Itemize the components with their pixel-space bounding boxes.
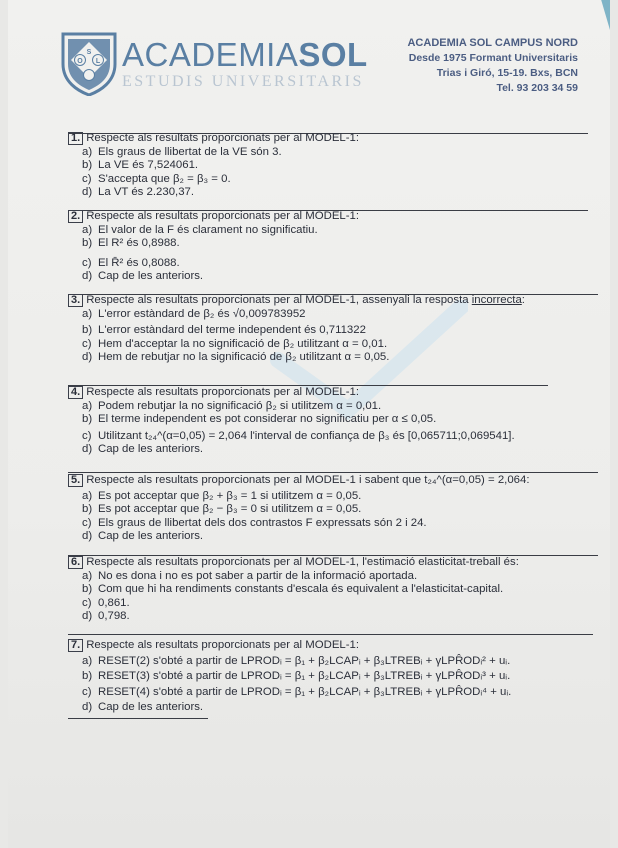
question-6 bbox=[68, 556, 598, 624]
option-a: a) Podem rebutjar la no significació β₂ si utilitzem α = 0,01. bbox=[82, 399, 382, 412]
brand-name: ACADEMIASOL bbox=[122, 36, 368, 73]
question-number: 7. bbox=[68, 639, 83, 652]
divider bbox=[68, 634, 593, 635]
option-b: b) Es pot acceptar que β₂ − β₃ = 0 si utilitzem α = 0,05. bbox=[82, 503, 362, 516]
question-1 bbox=[68, 132, 598, 200]
option-c: c) El R̄² és 0,8088. bbox=[82, 256, 180, 269]
option-b: b) Com que hi ha rendiments constants d'escala és equivalent a l'elasticitat-capital. bbox=[82, 583, 504, 596]
campus-info bbox=[407, 36, 578, 96]
question-text: Respecte als resultats proporcionats per al MODEL-1: bbox=[86, 132, 360, 144]
question-7 bbox=[68, 638, 598, 716]
option-a: a) RESET(2) s'obté a partir de LPRODᵢ = β₁ + β₂LCAPᵢ + β₃LTREBᵢ + γLPR̂ODᵢ² + uᵢ. bbox=[82, 654, 511, 667]
campus-title: ACADEMIA SOL CAMPUS NORD bbox=[407, 37, 578, 49]
option-c: c) RESET(4) s'obté a partir de LPRODᵢ = β₁ + β₂LCAPᵢ + β₃LTREBᵢ + γLPR̂ODᵢ⁴ + uᵢ. bbox=[82, 685, 512, 698]
divider bbox=[68, 472, 598, 473]
question-3: 3. Respecte als resultats proporcionats per al MODEL-1, assenyali la resposta incorrecta: a) L'error estàndard de β₂ és √0,009783952 b) L'error estàndard del terme independent és 0,711322 c) Hem d'acceptar la no significació de β₂ utilitzant α = 0,01. d) Hem de rebutjar no la significació de β₂ utilitzant α = 0,05. bbox=[68, 294, 598, 365]
option-a: a) No es dona i no es pot saber a partir de la informació aportada. bbox=[82, 569, 418, 582]
option-a: a) L'error estàndard de β₂ és √0,009783952 bbox=[82, 307, 306, 320]
option-a: a) El valor de la F és clarament no significatiu. bbox=[82, 223, 318, 236]
campus-tagline: Desde 1975 Formant Universitaris bbox=[408, 52, 578, 64]
option-b: b) El R² és 0,8988. bbox=[82, 237, 180, 250]
option-d: d) Cap de les anteriors. bbox=[82, 530, 204, 543]
option-b: b) RESET(3) s'obté a partir de LPRODᵢ = β₁ + β₂LCAPᵢ + β₃LTREBᵢ + γLPR̂ODᵢ³ + uᵢ. bbox=[82, 670, 511, 682]
brand-subtitle: ESTUDIS UNIVERSITARIS bbox=[122, 73, 364, 90]
option-d: d) 0,798. bbox=[82, 610, 130, 623]
question-emphasis: incorrecta bbox=[471, 294, 522, 306]
question-text: Respecte als resultats proporcionats per al MODEL-1: bbox=[86, 386, 360, 398]
campus-phone: Tel. 93 203 34 59 bbox=[496, 82, 578, 94]
option-b: b) La VE és 7,524061. bbox=[82, 159, 199, 172]
option-c: c) 0,861. bbox=[82, 596, 130, 609]
question-number: 1. bbox=[68, 132, 83, 145]
question-number: 5. bbox=[68, 474, 83, 487]
question-text: Respecte als resultats proporcionats per al MODEL-1: bbox=[86, 639, 360, 651]
option-d: d) Cap de les anteriors. bbox=[82, 701, 204, 713]
option-d: d) Cap de les anteriors. bbox=[82, 270, 204, 283]
corner-decoration bbox=[588, 0, 610, 30]
question-text: Respecte als resultats proporcionats per al MODEL-1, l'estimació elasticitat-treball és: bbox=[86, 556, 519, 568]
option-c: c) Utilitzant t₂₄^(α=0,05) = 2,064 l'interval de confiança de β₃ és [0,065711;0,069541]. bbox=[82, 429, 515, 442]
question-text: Respecte als resultats proporcionats per al MODEL-1 i sabent que t₂₄^(α=0,05) = 2,064: bbox=[86, 474, 530, 486]
option-c: c) Hem d'acceptar la no significació de β₂ utilitzant α = 0,01. bbox=[82, 337, 388, 350]
option-d: d) Hem de rebutjar no la significació de β₂ utilitzant α = 0,05. bbox=[82, 351, 390, 364]
question-number: 3. bbox=[68, 294, 83, 307]
question-text: Respecte als resultats proporcionats per al MODEL-1, assenyali la resposta bbox=[86, 294, 469, 306]
question-5 bbox=[68, 474, 598, 544]
question-2 bbox=[68, 210, 598, 284]
option-a: a) Es pot acceptar que β₂ + β₃ = 1 si utilitzem α = 0,05. bbox=[82, 489, 362, 502]
divider bbox=[68, 718, 208, 719]
option-c: c) Els graus de llibertat dels dos contrastos F expressats són 2 i 24. bbox=[82, 516, 427, 529]
option-b: b) L'error estàndard del terme independent és 0,711322 bbox=[82, 324, 366, 337]
option-c: c) S'accepta que β₂ = β₃ = 0. bbox=[82, 172, 231, 185]
academia-sol-logo-icon bbox=[60, 30, 118, 96]
logo-letter: O bbox=[77, 58, 83, 65]
option-a: a) Els graus de llibertat de la VE són 3. bbox=[82, 145, 282, 158]
option-d: d) La VT és 2.230,37. bbox=[82, 186, 195, 199]
logo-letter: S bbox=[86, 49, 92, 56]
question-number: 6. bbox=[68, 556, 83, 569]
question-number: 2. bbox=[68, 210, 83, 223]
question-4 bbox=[68, 386, 598, 457]
exam-page bbox=[8, 0, 610, 848]
logo-letter: L bbox=[95, 58, 101, 65]
option-b: b) El terme independent es pot considerar no significatiu per α ≤ 0,05. bbox=[82, 413, 437, 426]
question-text: Respecte als resultats proporcionats per al MODEL-1: bbox=[86, 210, 360, 222]
question-number: 4. bbox=[68, 386, 83, 399]
option-d: d) Cap de les anteriors. bbox=[82, 443, 204, 456]
campus-address: Trias i Giró, 15-19. Bxs, BCN bbox=[436, 67, 578, 79]
